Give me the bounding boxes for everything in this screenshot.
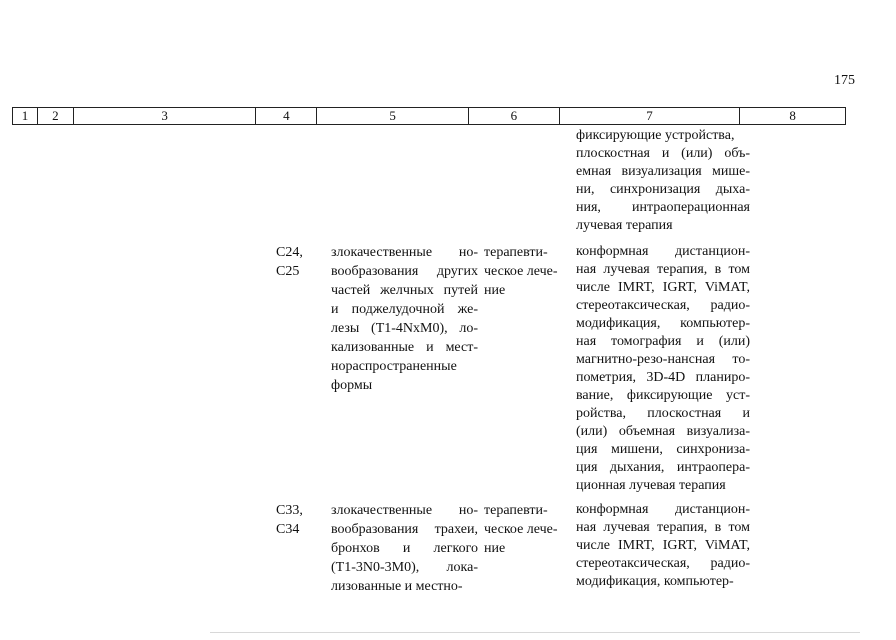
text-line: магнитно-резо-нансная то- [576,352,750,367]
text-line: бронхов и легкого [331,541,478,556]
treatment-type-cell [484,501,568,558]
icd-code: C24, [276,245,303,260]
text-line: злокачественные но- [331,245,478,260]
text-line: числе IMRT, IGRT, ViMAT, [576,538,750,553]
text-line: фиксирующие устройства, [576,128,735,143]
text-line: формы [331,378,373,393]
text-line: ционная лучевая терапия [576,478,726,493]
column-number-6: 6 [469,108,560,124]
text-line: ная лучевая терапия, в том [576,520,750,535]
icd-code: C25 [276,264,300,279]
text-line: ческое лече- [484,264,558,279]
text-line: лизованные и местно- [331,579,463,594]
text-line: ция дыхания, интраопера- [576,460,750,475]
column-number-8: 8 [789,108,796,123]
text-line: плоскостная и (или) объ- [576,146,750,161]
text-line: вообразования трахеи, [331,522,478,537]
column-number-1: 1 [13,108,38,124]
text-line: конформная дистанцион- [576,502,750,517]
text-line: пометрия, 3D-4D планиро- [576,370,750,385]
continuation-method-cell [576,127,750,235]
text-line: модификация, компьютер- [576,316,750,331]
text-line: (T1-3N0-3M0), лока- [331,560,478,575]
icd-code-cell [276,243,324,281]
text-line: емная визуализация мише- [576,164,750,179]
text-line: ция мишени, синхрониза- [576,442,750,457]
text-line: вообразования других [331,264,478,279]
text-line: ние [484,283,506,298]
text-line: модификация, компьютер- [576,574,734,589]
text-line: ни, синхронизация дыха- [576,182,750,197]
treatment-method-cell [576,501,750,591]
column-number-4: 4 [256,108,317,124]
text-line: злокачественные но- [331,503,478,518]
text-line: ная лучевая терапия, в том [576,262,750,277]
text-line: лезы (T1-4NxM0), ло- [331,321,478,336]
text-line: конформная дистанцион- [576,244,750,259]
text-line: частей желчных путей [331,283,478,298]
text-line: и поджелудочной же- [331,302,478,317]
text-line: числе IMRT, IGRT, ViMAT, [576,280,750,295]
text-line: лучевая терапия [576,218,673,233]
column-number-7: 7 [560,108,741,124]
table-header-row [12,107,846,125]
text-line: нораспространенные [331,359,457,374]
text-line: терапевти- [484,503,548,518]
text-line: ройства, плоскостная и [576,406,750,421]
column-number-3: 3 [74,108,257,124]
column-number-5: 5 [317,108,469,124]
scan-artifact-divider [210,632,860,633]
text-line: ние [484,541,506,556]
text-line: ния, интраоперационная [576,200,750,215]
icd-code: C34 [276,522,300,537]
page-number: 175 [834,73,855,88]
column-number-2: 2 [38,108,74,124]
icd-code-cell [276,501,324,539]
text-line: терапевти- [484,245,548,260]
treatment-type-cell [484,243,568,300]
text-line: вание, фиксирующие уст- [576,388,750,403]
text-line: кализованные и мест- [331,340,478,355]
text-line: стереотаксическая, радио- [576,298,750,313]
text-line: (или) объемная визуализа- [576,424,750,439]
text-line: стереотаксическая, радио- [576,556,750,571]
text-line: ческое лече- [484,522,558,537]
treatment-method-cell [576,243,750,495]
disease-description-cell [331,501,478,596]
text-line: ная томография и (или) [576,334,750,349]
icd-code: C33, [276,503,303,518]
disease-description-cell [331,243,478,395]
